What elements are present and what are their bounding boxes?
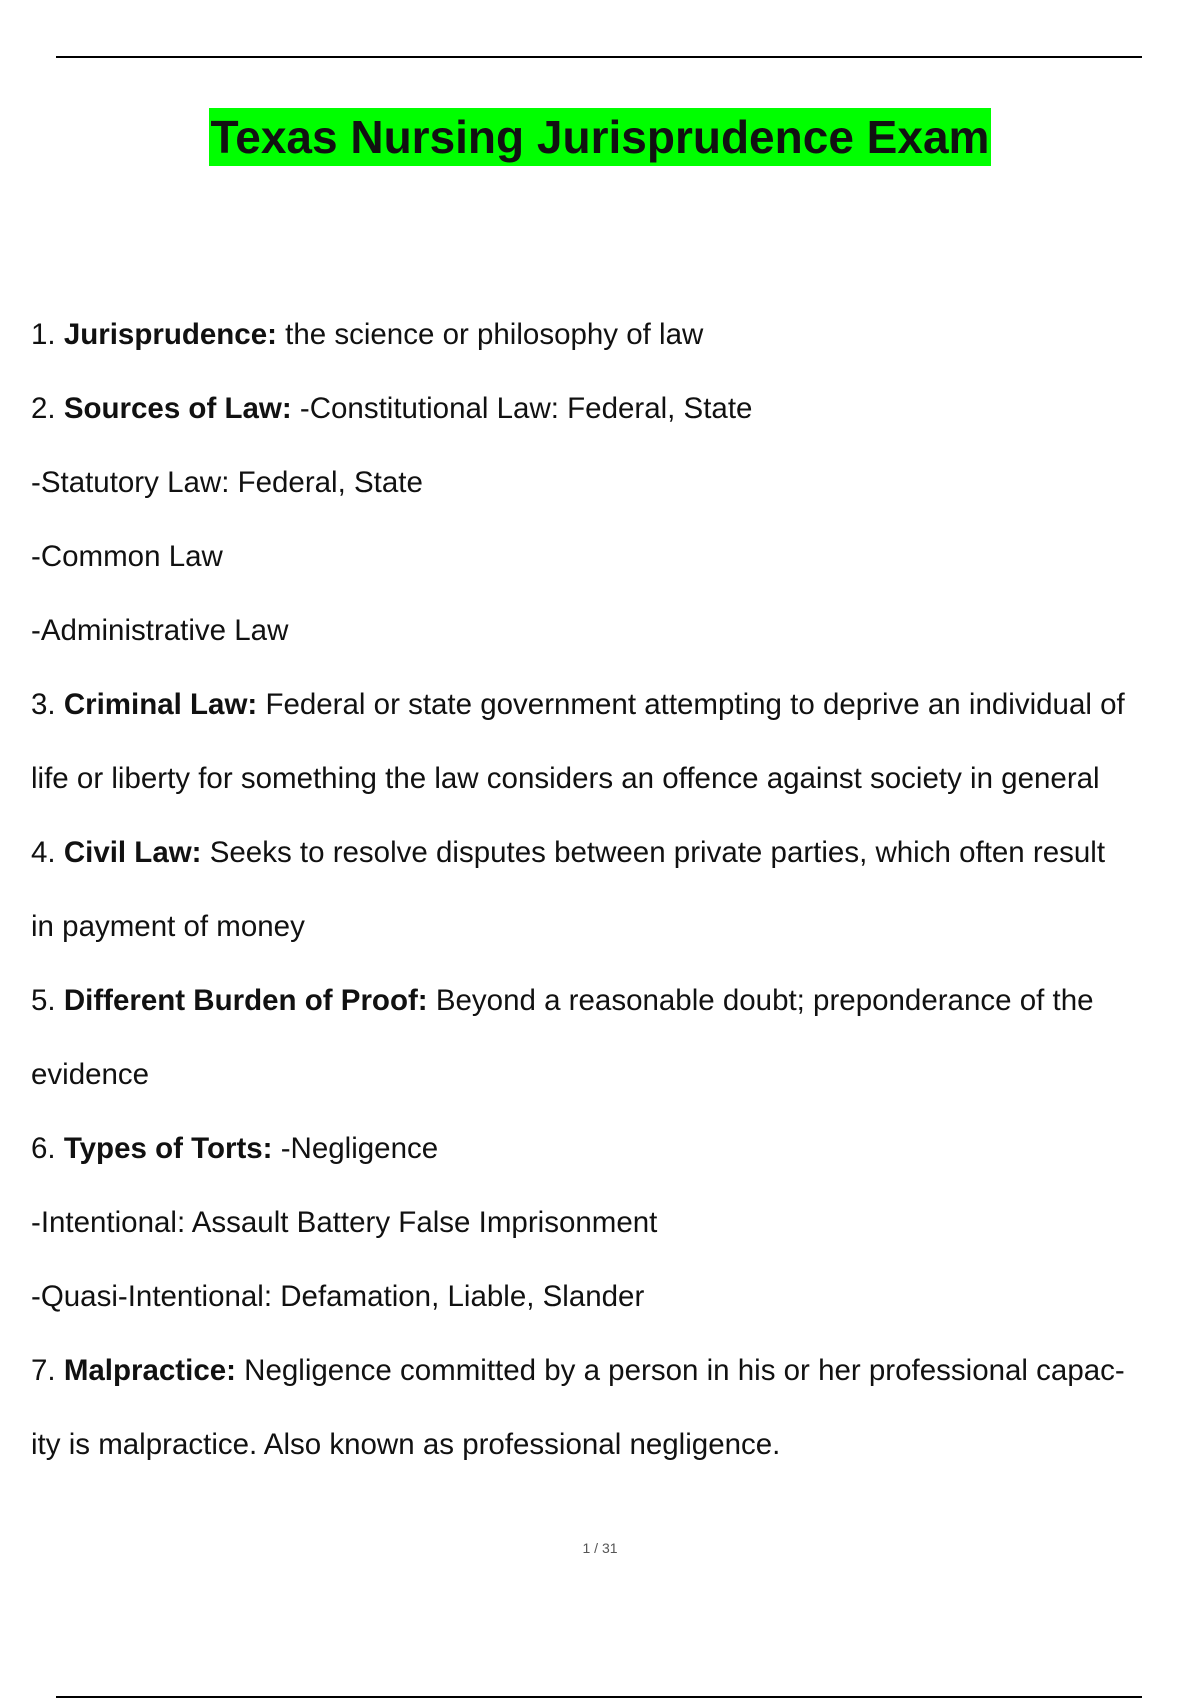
item-continuation: evidence [31,1058,150,1091]
item-number: 6. [31,1132,56,1165]
item-definition: Beyond a reasonable doubt; preponderance of the [435,984,1094,1017]
item-continuation: life or liberty for something the law considers an offence against society in general [31,762,1100,795]
item-continuation: -Quasi-Intentional: Defamation, Liable, Slander [31,1280,645,1313]
item-number: 4. [31,836,56,869]
list-item [31,668,1200,742]
item-definition: -Negligence [280,1132,439,1165]
item-definition: Negligence committed by a person in his or her professional capac- [244,1354,1125,1387]
list-item [31,816,1200,890]
item-continuation: -Common Law [31,540,223,573]
flashcard-list [31,298,1200,1482]
title-container [0,108,1200,166]
item-definition: the science or philosophy of law [285,318,704,351]
list-item [31,964,1200,1038]
item-continuation: -Administrative Law [31,614,289,647]
item-term: Criminal Law: [63,688,258,721]
item-definition: Federal or state government attempting to deprive an individual of [265,688,1125,721]
item-term: Malpractice: [63,1354,236,1387]
list-item [31,1334,1200,1408]
item-definition: Seeks to resolve disputes between private parties, which often result [209,836,1106,869]
item-term: Sources of Law: [63,392,292,425]
item-number: 3. [31,688,56,721]
item-number: 7. [31,1354,56,1387]
list-item [31,1112,1200,1186]
bottom-rule [56,1696,1142,1698]
item-definition: -Constitutional Law: Federal, State [299,392,753,425]
item-continuation: ity is malpractice. Also known as professional negligence. [31,1428,781,1461]
list-item [31,372,1200,446]
item-term: Types of Torts: [63,1132,273,1165]
page-number: 1 / 31 [582,1540,618,1556]
item-continuation: in payment of money [31,910,305,943]
item-term: Jurisprudence: [63,318,277,351]
item-number: 2. [31,392,56,425]
item-term: Different Burden of Proof: [63,984,428,1017]
item-number: 1. [31,318,56,351]
list-item [31,298,1200,372]
item-number: 5. [31,984,56,1017]
top-rule [56,56,1142,58]
item-term: Civil Law: [63,836,202,869]
page-title: Texas Nursing Jurisprudence Exam [209,108,992,166]
item-continuation: -Intentional: Assault Battery False Imprisonment [31,1206,658,1239]
item-continuation: -Statutory Law: Federal, State [31,466,423,499]
